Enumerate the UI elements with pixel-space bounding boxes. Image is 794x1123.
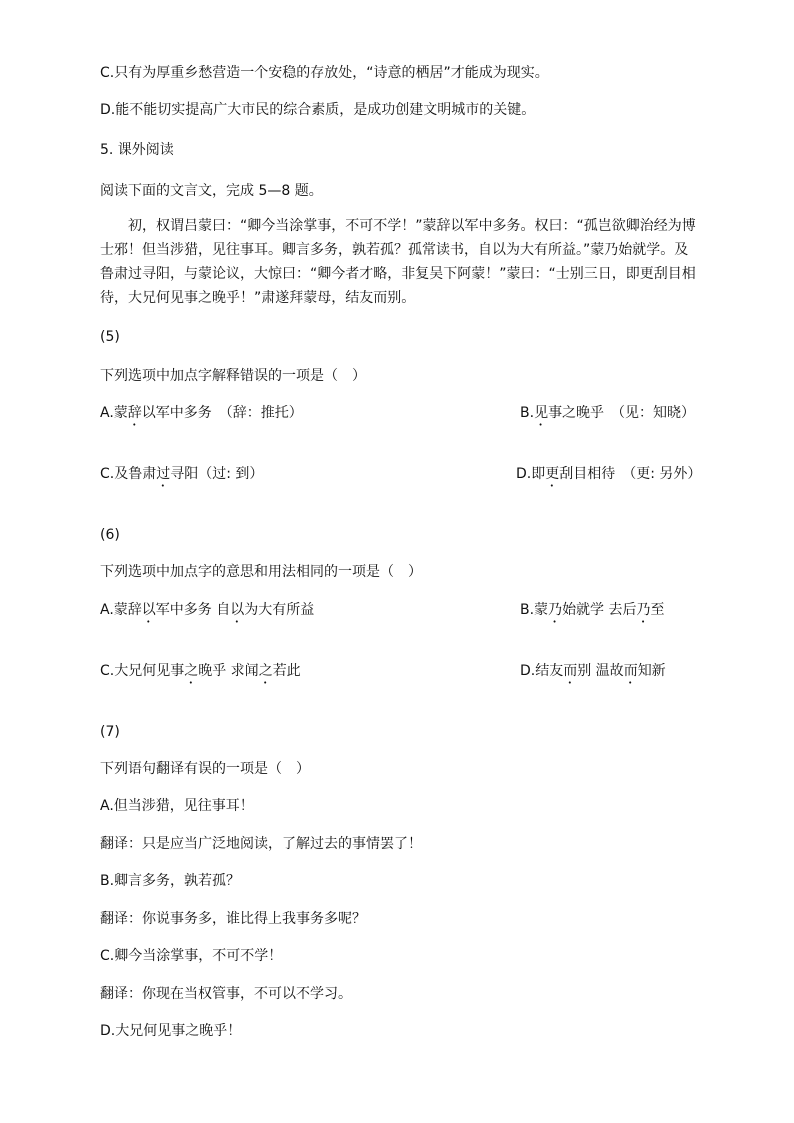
q7-number: (7) [100, 724, 120, 740]
q5-option-b[interactable]: B.见事之晚乎 （见：知晓） [520, 405, 696, 421]
q7-option-a-translation: 翻译：只是应当广泛地阅读，了解过去的事情罢了！ [100, 836, 422, 852]
q6-option-a[interactable]: A.蒙辞以军中多务 自以为大有所益 [100, 602, 315, 618]
q6-option-b[interactable]: B.蒙乃始就学 去后乃至 [520, 602, 665, 618]
q7-option-d[interactable]: D.大兄何见事之晚乎！ [100, 1023, 242, 1039]
q7-option-c-translation: 翻译：你现在当权管事，不可以不学习。 [100, 986, 352, 1002]
q6-option-d[interactable]: D.结友而别 温故而知新 [520, 663, 666, 679]
classical-passage: 初，权谓吕蒙曰：“卿今当涂掌事，不可不学！”蒙辞以军中多务。权曰：“孤岂欲卿治经为博士邪！但当涉猎，见往事耳。卿言多务，孰若孤？孤常读书，自以为大有所益。”蒙乃始就学。及鲁肃过寻阳，与蒙论议，大惊曰：“卿今者才略，非复吴下阿蒙！”蒙曰：“士别三日，即更刮目相待，大兄何见事之晚乎！”肃遂拜蒙母，结友而别。 [100, 218, 696, 306]
q5-number: (5) [100, 329, 120, 345]
section-instruction: 阅读下面的文言文，完成 5—8 题。 [100, 183, 323, 199]
section-title: 5. 课外阅读 [100, 142, 174, 158]
prev-option-d: D.能不能切实提高广大市民的综合素质，是成功创建文明城市的关键。 [100, 102, 536, 118]
q7-option-b[interactable]: B.卿言多务，孰若孤？ [100, 873, 241, 889]
q7-stem: 下列语句翻译有误的一项是（ ） [100, 761, 310, 777]
q7-option-b-translation: 翻译：你说事务多，谁比得上我事务多呢？ [100, 911, 366, 927]
q5-option-a[interactable]: A.蒙辞以军中多务 （辞：推托） [100, 405, 303, 421]
q5-option-c[interactable]: C.及鲁肃过寻阳（过: 到） [100, 466, 264, 482]
q6-number: (6) [100, 527, 120, 543]
q5-stem: 下列选项中加点字解释错误的一项是（ ） [100, 368, 366, 384]
q6-option-c[interactable]: C.大兄何见事之晚乎 求闻之若此 [100, 663, 301, 679]
prev-option-c: C.只有为厚重乡愁营造一个安稳的存放处，“诗意的栖居”才能成为现实。 [100, 65, 549, 81]
q7-option-a[interactable]: A.但当涉猎，见往事耳！ [100, 798, 254, 814]
q5-option-d[interactable]: D.即更刮目相待 （更: 另外） [516, 466, 702, 482]
q7-option-c[interactable]: C.卿今当涂掌事，不可不学！ [100, 948, 283, 964]
q6-stem: 下列选项中加点字的意思和用法相同的一项是（ ） [100, 564, 422, 580]
